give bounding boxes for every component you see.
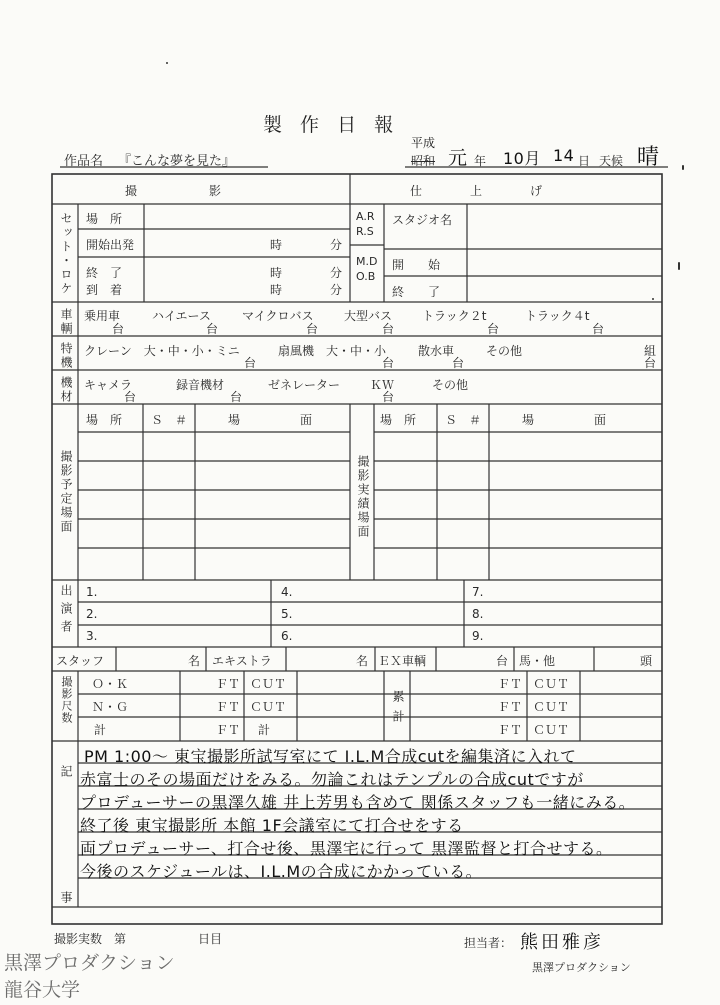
ft-label-6: ＦＴ <box>498 723 523 737</box>
vehicles-label: 車輌 <box>59 308 73 336</box>
scan-speck <box>678 262 680 270</box>
note-line-6: 今後のスケジュールは、I.L.Mの合成にかかっている。 <box>80 862 483 881</box>
place-label: 場 所 <box>86 212 123 226</box>
equipment-generator: ゼネレーター <box>268 378 341 392</box>
equipment-label: 機材 <box>59 376 73 404</box>
extra-mei: 名 <box>356 654 369 668</box>
minute-label-1: 分 <box>330 238 343 252</box>
scan-speck <box>652 298 654 300</box>
shoot-days-label: 撮影実数 第 日目 <box>54 932 223 946</box>
note-line-4: 終了後 東宝撮影所 本館 1F会議室にて打合せをする <box>80 816 464 835</box>
year-label: 年 <box>474 154 487 168</box>
planned-scenes-label: 撮影予定場面 <box>59 450 73 534</box>
total-label: 計 <box>94 723 107 737</box>
cast-num-8: 8. <box>472 607 484 621</box>
scan-speck <box>166 62 168 64</box>
special-crane: クレーン 大・中・小・ミニ <box>84 344 240 358</box>
report-title: 製 作 日 報 <box>263 114 400 136</box>
era-written: 平成 <box>411 136 436 150</box>
cast-num-3: 3. <box>86 629 98 643</box>
company-name: 黒澤プロダクション <box>532 961 631 974</box>
cut-label-3: ＣＵＴ <box>533 677 570 691</box>
cast-num-2: 2. <box>86 607 98 621</box>
vehicle-unit-6: 台 <box>592 322 605 336</box>
cast-num-6: 6. <box>281 629 293 643</box>
set-loke-label: セット・ロケ <box>59 212 73 296</box>
finish-end-label: 終 了 <box>392 285 441 299</box>
special-water: 散水車 <box>418 344 455 358</box>
vehicle-hiace: ハイエース <box>152 309 211 323</box>
ft-label-4: ＦＴ <box>498 677 523 691</box>
notes-label: 記 事 <box>59 765 73 933</box>
vehicle-unit-2: 台 <box>206 322 219 336</box>
person-name: 熊田雅彦 <box>520 932 604 953</box>
ft-label-5: ＦＴ <box>498 700 523 714</box>
note-line-5: 両プロデューサー、打合せ後、黒澤宅に行って 黒澤監督と打合せする。 <box>80 839 613 858</box>
horse-unit: 頭 <box>640 654 653 668</box>
ok-label: Ｏ・Ｋ <box>92 677 129 691</box>
day-number: 14 <box>553 146 575 165</box>
actual-s-header: Ｓ ＃ <box>445 413 482 427</box>
actual-scenes-label: 撮影実績場面 <box>356 455 370 539</box>
planned-scene-header: 場 面 <box>228 413 313 427</box>
actual-scene-header: 場 面 <box>522 413 607 427</box>
work-name: 『こんな夢を見た』 <box>118 154 236 169</box>
kei-label: 計 <box>258 723 271 737</box>
note-line-3: プロデューサーの黒澤久雄 井上芳男も含めて 関係スタッフも一緒にみる。 <box>80 793 636 812</box>
cast-label: 出演者 <box>59 584 73 638</box>
feet-label: 撮影尺数 <box>60 676 73 724</box>
vehicle-unit-5: 台 <box>487 322 500 336</box>
vehicle-car: 乗用車 <box>84 309 121 323</box>
vehicle-bus: 大型バス <box>344 309 393 323</box>
vehicle-microbus: マイクロバス <box>242 309 314 323</box>
ft-label-1: ＦＴ <box>216 677 241 691</box>
minute-label-3: 分 <box>330 283 343 297</box>
md-label: M.D <box>356 255 378 268</box>
weather-label: 天候 <box>599 154 624 168</box>
month-number: 10月 <box>503 149 541 168</box>
cut-label-2: ＣＵＴ <box>250 700 287 714</box>
arrive-label: 到 着 <box>86 283 123 297</box>
vehicle-unit-3: 台 <box>306 322 319 336</box>
person-label: 担当者： <box>464 936 513 950</box>
studio-label: スタジオ名 <box>392 213 453 227</box>
rs-label: R.S <box>356 225 374 238</box>
scan-speck <box>682 165 684 170</box>
ob-label: O.B <box>356 270 376 283</box>
actual-place-header: 場 所 <box>380 413 417 427</box>
horse-label: 馬・他 <box>519 654 556 668</box>
special-other: その他 <box>486 344 523 358</box>
cut-label-1: ＣＵＴ <box>250 677 287 691</box>
vehicle-truck-4t: トラック４t <box>525 309 590 323</box>
ar-label: A.R <box>356 210 375 223</box>
hour-label-2: 時 <box>270 266 283 280</box>
cast-num-9: 9. <box>472 629 484 643</box>
equipment-unit-1: 台 <box>124 390 137 404</box>
vehicle-truck-2t: トラック２t <box>422 309 487 323</box>
special-unit-1: 台 <box>244 356 257 370</box>
special-unit-4: 台 <box>644 356 657 370</box>
cast-num-1: 1. <box>86 585 98 599</box>
start-label: 開 始 <box>392 258 441 272</box>
ft-label-3: ＦＴ <box>216 723 241 737</box>
special-fan: 扇風機 大・中・小 <box>278 344 387 358</box>
equipment-unit-3: 台 <box>382 390 395 404</box>
planned-s-header: Ｓ ＃ <box>151 413 188 427</box>
hour-label-1: 時 <box>270 238 283 252</box>
staff-mei: 名 <box>188 654 201 668</box>
note-line-2: 赤富士のその場面だけをみる。勿論これはテンプルの合成cutですが <box>80 770 584 789</box>
cast-num-4: 4. <box>281 585 293 599</box>
vehicle-unit-1: 台 <box>112 322 125 336</box>
finish-section-header: 仕 上 げ <box>410 184 543 198</box>
era-printed: 昭和 <box>411 154 436 168</box>
hour-label-3: 時 <box>270 283 283 297</box>
staff-label: スタッフ <box>56 654 105 668</box>
equipment-other: その他 <box>432 378 469 392</box>
special-unit-2: 台 <box>382 356 395 370</box>
shoot-section-header: 撮 影 <box>125 184 222 198</box>
cumulative-label: 累計 <box>391 690 405 730</box>
ng-label: Ｎ・Ｇ <box>92 700 129 714</box>
weather-value: 晴 <box>637 145 660 170</box>
equipment-unit-2: 台 <box>230 390 243 404</box>
special-set-unit-1: 組 <box>644 344 657 358</box>
minute-label-2: 分 <box>330 266 343 280</box>
vehicle-unit-4: 台 <box>382 322 395 336</box>
note-line-1: PM 1:00〜 東宝撮影所試写室にて I.L.M合成cutを編集済に入れて <box>84 747 577 766</box>
depart-label: 開始出発 <box>86 238 135 252</box>
equipment-kw: ＫＷ <box>370 378 395 392</box>
cut-label-5: ＣＵＴ <box>533 723 570 737</box>
special-label: 特機 <box>59 342 73 370</box>
equipment-sound: 録音機材 <box>176 378 225 392</box>
work-name-label: 作品名 <box>64 154 104 169</box>
year-number: 元 <box>448 147 468 169</box>
cast-num-7: 7. <box>472 585 484 599</box>
ex-vehicle-dai: 台 <box>496 654 509 668</box>
planned-place-header: 場 所 <box>86 413 123 427</box>
special-unit-3: 台 <box>452 356 465 370</box>
watermark-line-1: 黒澤プロダクション <box>4 952 175 974</box>
equipment-camera: キャメラ <box>84 378 133 392</box>
cut-label-4: ＣＵＴ <box>533 700 570 714</box>
ft-label-2: ＦＴ <box>216 700 241 714</box>
day-label: 日 <box>578 154 591 168</box>
extra-label: エキストラ <box>212 654 272 668</box>
end-label: 終 了 <box>86 266 123 280</box>
ex-vehicle-label: ＥＸ車輌 <box>378 654 427 668</box>
cast-num-5: 5. <box>281 607 293 621</box>
watermark-line-2: 龍谷大学 <box>4 979 81 1001</box>
